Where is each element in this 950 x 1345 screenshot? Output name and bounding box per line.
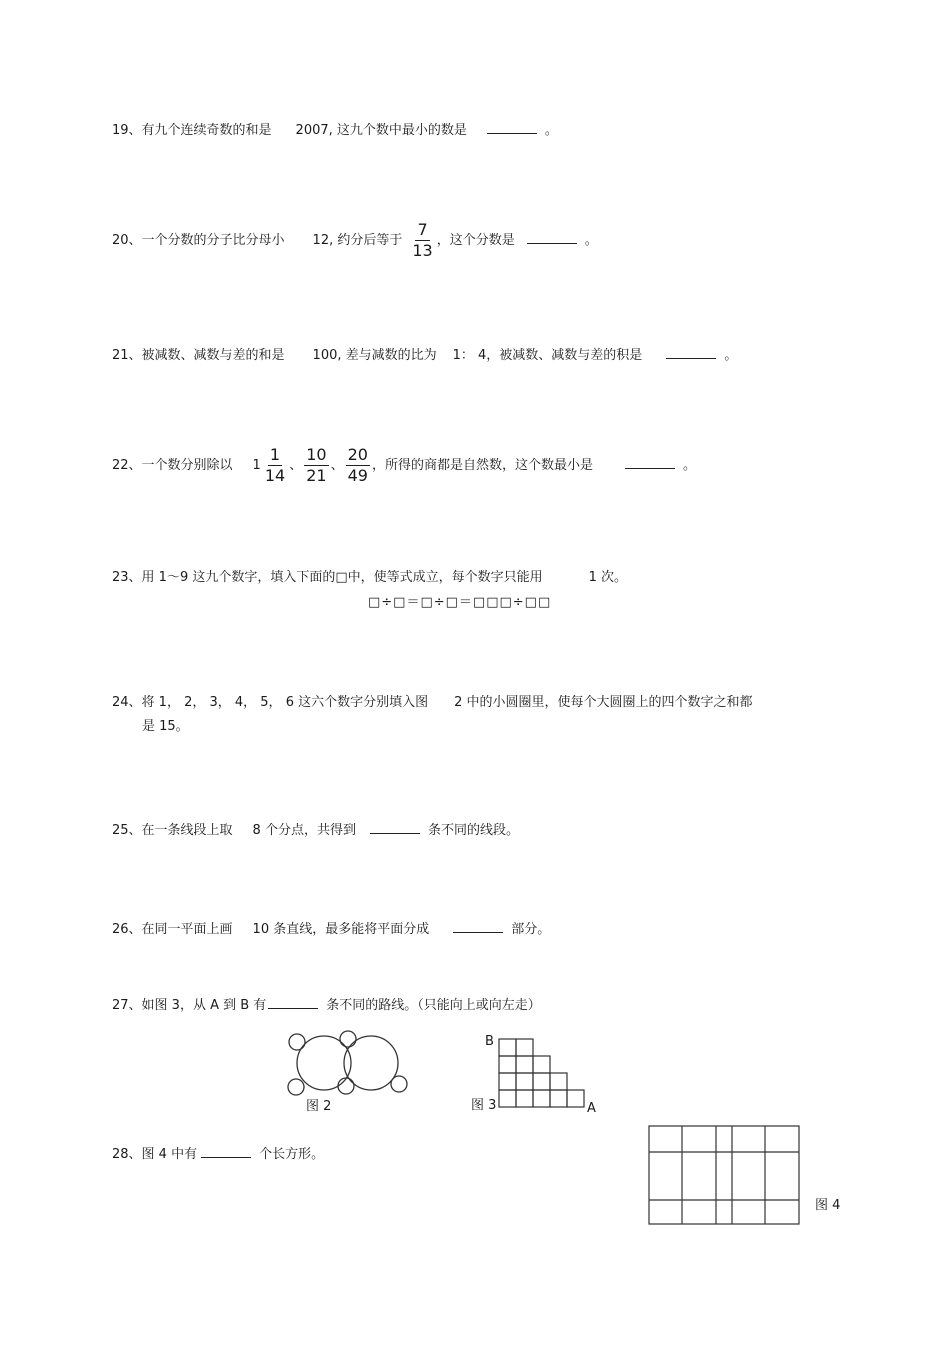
question-28 [112, 1143, 324, 1164]
fig3-label-a: A [587, 1101, 596, 1116]
fig2-caption: 图 2 [306, 1099, 332, 1114]
q19-answer-blank[interactable] [487, 119, 537, 134]
q23-text-b: 1 次。 [588, 570, 628, 585]
question-20 [112, 219, 598, 263]
q25-text-c: 条不同的线段。 [427, 823, 519, 838]
q19-text-b: 2007, 这九个数中最小的数是 [295, 123, 467, 138]
q20-text-c: ，这个分数是 [436, 233, 515, 248]
q22-fraction-2 [304, 445, 328, 486]
q20-numerator: 7 [417, 220, 428, 239]
fig2-small-circle [340, 1031, 356, 1047]
fig2-small-circle [288, 1079, 304, 1095]
q21-answer-blank[interactable] [666, 344, 716, 359]
question-26 [112, 918, 550, 939]
q22-f2-numerator: 10 [306, 445, 327, 464]
q26-answer-blank[interactable] [453, 918, 503, 933]
q22-whole: 1 [252, 458, 261, 473]
q28-answer-blank[interactable] [201, 1143, 251, 1158]
q22-text-b: ，所得的商都是自然数，这个数最小是 [371, 458, 593, 473]
q19-text-a: 19、有九个连续奇数的和是 [112, 123, 272, 138]
q22-fraction-3 [346, 445, 370, 486]
q22-f2-denominator: 21 [306, 466, 327, 485]
question-25 [112, 819, 519, 840]
q22-f3-numerator: 20 [347, 445, 368, 464]
q22-f3-denominator: 49 [347, 466, 368, 485]
q22-text-c: 。 [682, 458, 696, 473]
q24-text-c: 是 15。 [142, 719, 189, 734]
fig2-small-circle [391, 1076, 407, 1092]
q21-text-a: 21、被减数、减数与差的和是 [112, 348, 285, 363]
q27-text-b: 条不同的路线。（只能向上或向左走） [326, 998, 541, 1013]
q26-text-c: 部分。 [511, 922, 551, 937]
fig2-large-circle-right [344, 1036, 398, 1090]
q21-text-b: 100, 差与减数的比为 [312, 348, 437, 363]
figure-4-grid [648, 1125, 803, 1227]
fig3-label-b: B [485, 1034, 494, 1049]
q22-fraction-1 [263, 445, 287, 486]
q26-text-b: 10 条直线，最多能将平面分成 [252, 922, 430, 937]
figure-3-grid [498, 1038, 588, 1113]
q22-sep-2: 、 [330, 458, 344, 473]
q21-text-d: 。 [724, 348, 738, 363]
q22-text-a: 22、一个数分别除以 [112, 458, 233, 473]
q22-answer-blank[interactable] [625, 454, 675, 469]
fig2-small-circle [289, 1034, 305, 1050]
q25-text-b: 8 个分点，共得到 [252, 823, 356, 838]
question-24 [112, 694, 753, 712]
fig2-small-circle [338, 1078, 354, 1094]
q23-equation[interactable]: □÷□＝□÷□＝□□□÷□□ [368, 595, 552, 610]
q20-answer-blank[interactable] [527, 229, 577, 244]
question-22 [112, 444, 696, 488]
q28-text-a: 28、图 4 中有 [112, 1147, 198, 1162]
q20-denominator: 13 [412, 241, 433, 260]
q25-text-a: 25、在一条线段上取 [112, 823, 233, 838]
q26-text-a: 26、在同一平面上画 [112, 922, 233, 937]
fig3-caption: 图 3 [471, 1098, 497, 1113]
q20-fraction [410, 220, 434, 261]
q24-text-a: 24、将 1， 2， 3， 4， 5， 6 这六个数字分别填入图 [112, 695, 429, 710]
q20-text-b: 12, 约分后等于 [312, 233, 403, 248]
question-19 [112, 119, 558, 140]
q27-text-a: 27、如图 3，从 A 到 B 有 [112, 998, 267, 1013]
question-23 [112, 569, 627, 587]
q28-text-b: 个长方形。 [259, 1147, 325, 1162]
q22-f1-denominator: 14 [264, 466, 286, 485]
question-27 [112, 994, 541, 1015]
figure-2-circles [286, 1030, 426, 1100]
q25-answer-blank[interactable] [370, 819, 420, 834]
q22-sep-1: 、 [289, 458, 303, 473]
q27-answer-blank[interactable] [268, 994, 318, 1009]
q23-text-a: 23、用 1～9 这九个数字，填入下面的□中，使等式成立，每个数字只能用 [112, 570, 543, 585]
fig4-caption: 图 4 [815, 1198, 841, 1213]
q21-text-c: 1： 4，被减数、减数与差的积是 [452, 348, 643, 363]
q20-text-d: 。 [584, 233, 598, 248]
q19-text-c: 。 [544, 123, 558, 138]
q20-text-a: 20、一个分数的分子比分母小 [112, 233, 285, 248]
q24-text-b: 2 中的小圆圈里，使每个大圆圈上的四个数字之和都 [454, 695, 753, 710]
question-21 [112, 344, 737, 365]
q22-f1-numerator: 1 [269, 445, 281, 464]
